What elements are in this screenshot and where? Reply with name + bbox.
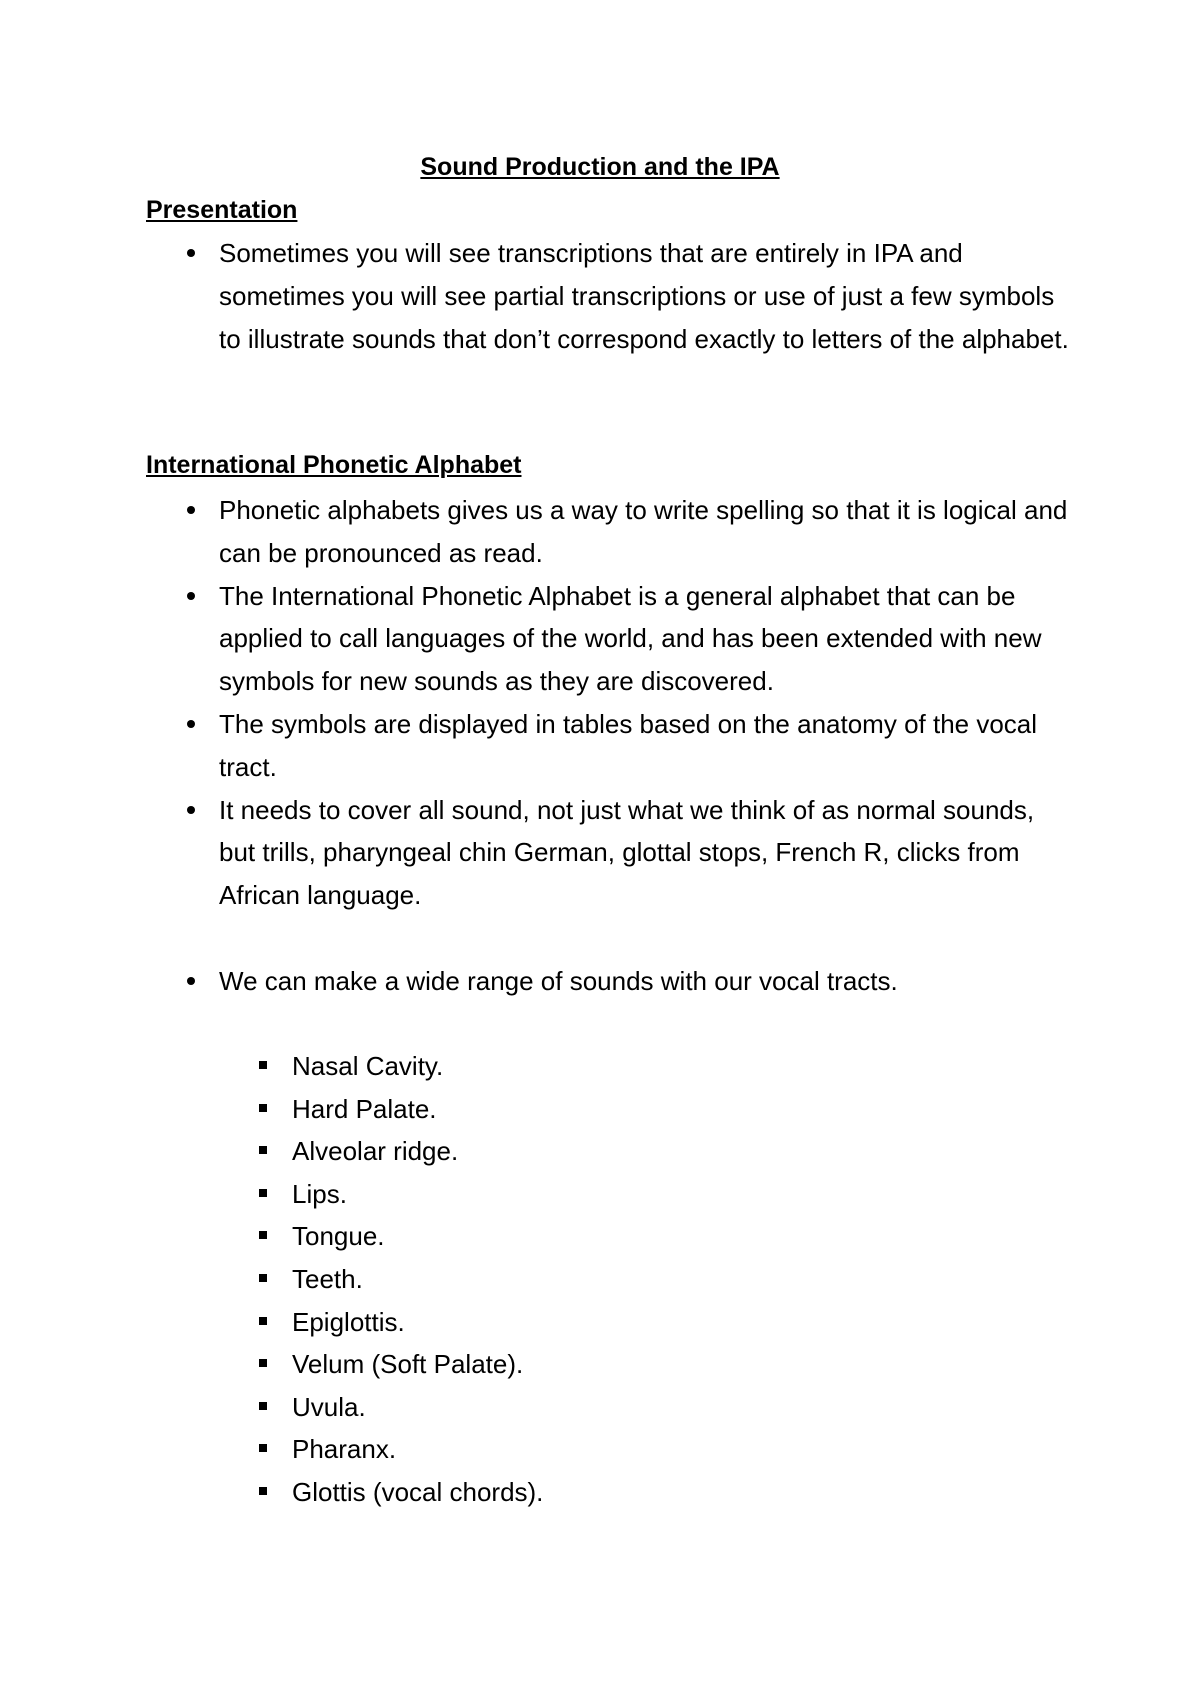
sub-item-text: Velum (Soft Palate). — [292, 1349, 524, 1380]
vocal-tract-sub-list — [0, 1045, 1200, 1514]
bullet-text: It needs to cover all sound, not just what we think of as normal sounds, but trills, pharyngeal chin German, glottal stops, French R, clicks from African language. — [219, 794, 1035, 911]
sub-item-text: Glottis (vocal chords). — [292, 1476, 544, 1507]
sub-list-item — [0, 1088, 1200, 1131]
presentation-bullet-list — [0, 232, 1200, 360]
sub-list-item — [0, 1258, 1200, 1301]
list-item — [0, 575, 1200, 703]
presentation-heading: Presentation — [146, 196, 298, 224]
square-bullet-icon — [259, 1231, 267, 1239]
square-bullet-icon — [259, 1189, 267, 1197]
list-item — [0, 232, 1200, 360]
bullet-dot-icon — [187, 506, 195, 514]
square-bullet-icon — [259, 1274, 267, 1282]
sub-list-item — [0, 1130, 1200, 1173]
square-bullet-icon — [259, 1359, 267, 1367]
bullet-text: Sometimes you will see transcriptions that are entirely in IPA and sometimes you will see partial transcriptions or use of just a few symbols to illustrate sounds that don’t correspond exactly to letters of the alphabet. — [219, 238, 1069, 354]
sub-item-text: Alveolar ridge. — [292, 1136, 459, 1167]
sub-list-item — [0, 1045, 1200, 1088]
square-bullet-icon — [259, 1146, 267, 1154]
square-bullet-icon — [259, 1104, 267, 1112]
sub-item-text: Teeth. — [292, 1263, 363, 1294]
sub-list-item — [0, 1471, 1200, 1514]
bullet-dot-icon — [187, 720, 195, 728]
bullet-text: The International Phonetic Alphabet is a general alphabet that can be applied to call languages of the world, and has been extended with new symbols for new sounds as they are discovered. — [219, 580, 1042, 697]
sub-list-item — [0, 1343, 1200, 1386]
bullet-dot-icon — [187, 806, 195, 814]
list-item — [0, 703, 1200, 789]
bullet-text: We can make a wide range of sounds with our vocal tracts. — [219, 965, 898, 996]
ipa-bullet-list — [0, 489, 1200, 1003]
square-bullet-icon — [259, 1487, 267, 1495]
sub-list-item — [0, 1428, 1200, 1471]
sub-item-text: Tongue. — [292, 1221, 385, 1252]
square-bullet-icon — [259, 1061, 267, 1069]
document-title: Sound Production and the IPA — [420, 153, 780, 181]
bullet-text: Phonetic alphabets gives us a way to write spelling so that it is logical and can be pronounced as read. — [219, 495, 1068, 568]
sub-item-text: Uvula. — [292, 1391, 366, 1422]
list-item — [0, 789, 1200, 917]
sub-list-item — [0, 1386, 1200, 1429]
sub-item-text: Epiglottis. — [292, 1306, 405, 1337]
square-bullet-icon — [259, 1317, 267, 1325]
bullet-dot-icon — [187, 249, 195, 257]
bullet-dot-icon — [187, 977, 195, 985]
ipa-heading: International Phonetic Alphabet — [146, 451, 522, 479]
square-bullet-icon — [259, 1402, 267, 1410]
bullet-dot-icon — [187, 592, 195, 600]
sub-item-text: Pharanx. — [292, 1434, 397, 1465]
sub-item-text: Hard Palate. — [292, 1093, 437, 1124]
list-item — [0, 960, 1200, 1003]
sub-item-text: Lips. — [292, 1178, 347, 1209]
bullet-text: The symbols are displayed in tables based on the anatomy of the vocal tract. — [219, 708, 1038, 782]
list-item — [0, 489, 1200, 575]
square-bullet-icon — [259, 1444, 267, 1452]
sub-item-text: Nasal Cavity. — [292, 1051, 444, 1081]
sub-list-item — [0, 1215, 1200, 1258]
sub-list-item — [0, 1173, 1200, 1216]
sub-list-item — [0, 1301, 1200, 1344]
